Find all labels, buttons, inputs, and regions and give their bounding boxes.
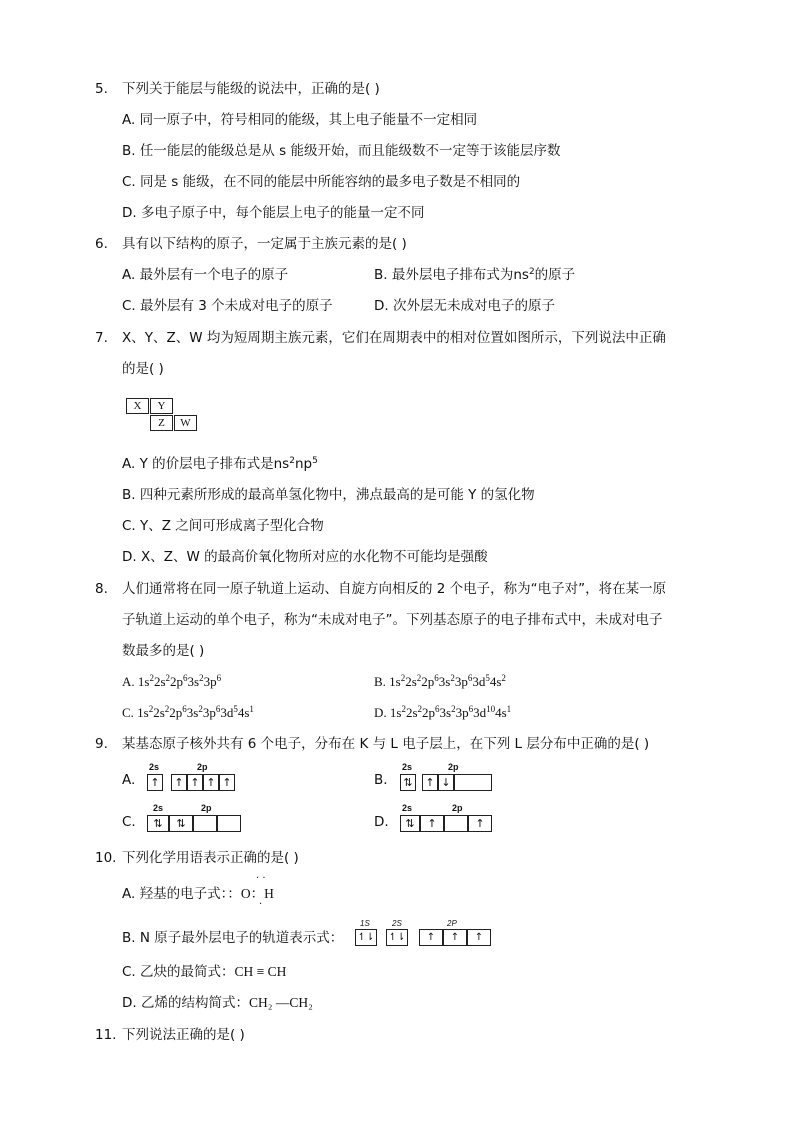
orbital-2s: ⇅	[400, 774, 416, 791]
label-2s: 2s	[402, 762, 413, 772]
q6-option-a: A. 最外层有一个电子的原子	[122, 267, 289, 283]
q10-option-a: A. 羟基的电子式：：O：H	[122, 886, 274, 902]
q8-number: 8.	[95, 581, 108, 597]
orbital-2p-3	[454, 774, 492, 791]
q5-option-c: C. 同是 s 能级，在不同的能层中所能容纳的最多电子数是不相同的	[122, 174, 521, 190]
orbital-2s: ⇅	[147, 815, 169, 832]
q10-option-d: D. 乙烯的结构简式：CH₂ —CH₂	[122, 995, 313, 1011]
orbital-2p-1: ↑	[422, 774, 438, 791]
q7-option-a: A. Y 的价层电子排布式是$ns^2np^5$	[122, 456, 318, 472]
q5-stem: 下列关于能层与能级的说法中，正确的是( )	[122, 81, 380, 97]
label-2s: 2s	[402, 803, 413, 813]
label-2p: 2p	[448, 762, 459, 772]
q8-stem-line3: 数最多的是( )	[122, 643, 205, 659]
q9-number: 9.	[95, 736, 108, 752]
orbital-2s: ↑	[147, 774, 163, 791]
label-1s: 1S	[360, 919, 370, 928]
orbital-2p-3: ↑	[203, 774, 219, 791]
q10-stem: 下列化学用语表示正确的是( )	[122, 850, 299, 866]
orbital-2s: ⇅	[400, 815, 420, 832]
q9-option-b-label: B.	[374, 772, 388, 788]
q8-stem-line2: 子轨道上运动的单个电子，称为“未成对电子”。下列基态原子的电子排布式中，未成对电子	[122, 612, 663, 628]
q9-option-d-label: D.	[374, 814, 389, 830]
orbital-2p-3	[217, 815, 241, 832]
q10-number: 10.	[95, 850, 117, 866]
q6-option-d: D. 次外层无未成对电子的原子	[374, 298, 555, 314]
q9-option-a-label: A.	[122, 772, 136, 788]
orbital-2p-3: ↑	[468, 815, 492, 832]
q10-option-c: C. 乙炔的最简式：CH ≡ CH	[122, 964, 287, 980]
q6-option-c: C. 最外层有 3 个未成对电子的原子	[122, 298, 333, 314]
n-orbital-diagram	[353, 919, 493, 949]
lone-pair-dot-bottom: ·	[259, 899, 263, 910]
q6-option-b: B. 最外层电子排布式为$ns^2$的原子	[374, 267, 576, 283]
orbital-2p-1: ↑	[171, 774, 187, 791]
q7-stem-line2: 的是( )	[122, 361, 164, 377]
orbital-1s: ↿⇂	[355, 929, 377, 946]
orbital-2p-2	[193, 815, 217, 832]
q5-number: 5.	[95, 81, 108, 97]
label-2s: 2S	[392, 919, 402, 928]
q9-option-d-diagram	[398, 803, 498, 835]
q9-option-c-diagram	[145, 803, 245, 835]
q8-option-a: A. $1s^22s^22p^63s^23p^6$	[122, 673, 222, 689]
q8-option-b: B. $1s^22s^22p^63s^23p^63d^54s^2$	[374, 673, 506, 689]
q11-number: 11.	[95, 1027, 117, 1043]
q9-option-c-label: C.	[122, 814, 136, 830]
q8-option-d: D. $1s^22s^22p^63s^23p^63d^{10}4s^1$	[374, 704, 512, 720]
orbital-2p-1: ↑	[419, 929, 443, 946]
q8-stem-line1: 人们通常将在同一原子轨道上运动、自旋方向相反的 2 个电子，称为“电子对”，将在某一原	[122, 581, 667, 597]
q7-option-b: B. 四种元素所形成的最高单氢化物中，沸点最高的是可能 Y 的氢化物	[122, 487, 535, 503]
periodic-position-grid	[126, 398, 202, 434]
q9-option-a-diagram	[145, 762, 245, 794]
label-2s: 2s	[149, 762, 160, 772]
lone-pair-dots-top: · ·	[256, 873, 266, 884]
orbital-2s: ↿⇂	[386, 929, 408, 946]
q11-stem: 下列说法正确的是( )	[122, 1027, 245, 1043]
orbital-2p-4: ↑	[219, 774, 235, 791]
cell-w: W	[174, 415, 197, 431]
orbital-2p-2	[444, 815, 468, 832]
label-2p: 2p	[452, 803, 463, 813]
label-2s: 2s	[153, 803, 164, 813]
orbital-2p-2: ↑	[187, 774, 203, 791]
cell-z: Z	[150, 415, 173, 431]
q5-option-a: A. 同一原子中，符号相同的能级，其上电子能量不一定相同	[122, 112, 478, 128]
q7-number: 7.	[95, 330, 108, 346]
q5-option-b: B. 任一能层的能级总是从 s 能级开始，而且能级数不一定等于该能层序数	[122, 143, 561, 159]
q5-option-d: D. 多电子原子中，每个能层上电子的能量一定不同	[122, 205, 425, 221]
q7-option-c: C. Y、Z 之间可形成离子型化合物	[122, 518, 324, 534]
q6-stem: 具有以下结构的原子，一定属于主族元素的是( )	[122, 236, 407, 252]
q10-option-b: B. N 原子最外层电子的轨道表示式：	[122, 930, 344, 946]
q9-option-b-diagram	[398, 762, 498, 794]
q9-stem: 某基态原子核外共有 6 个电子，分布在 K 与 L 电子层上，在下列 L 层分布中正确的是( )	[122, 736, 650, 752]
orbital-2p-2: ↓	[438, 774, 454, 791]
q6-number: 6.	[95, 236, 108, 252]
orbital-2p-1: ⇅	[169, 815, 193, 832]
cell-x: X	[126, 398, 149, 414]
label-2p: 2p	[197, 762, 208, 772]
label-2p: 2p	[201, 803, 212, 813]
hydroxyl-electron-formula: ：O：H	[227, 886, 274, 901]
q7-option-d: D. X、Z、W 的最高价氧化物所对应的水化物不可能均是强酸	[122, 549, 488, 565]
orbital-2p-1: ↑	[420, 815, 444, 832]
orbital-2p-3: ↑	[467, 929, 491, 946]
q7-stem-line1: X、Y、Z、W 均为短周期主族元素，它们在周期表中的相对位置如图所示，下列说法中正确	[122, 330, 666, 346]
q8-option-c: C. $1s^22s^22p^63s^23p^63d^54s^1$	[122, 704, 254, 720]
orbital-2p-2: ↑	[443, 929, 467, 946]
label-2p: 2P	[447, 919, 457, 928]
cell-y: Y	[150, 398, 173, 414]
